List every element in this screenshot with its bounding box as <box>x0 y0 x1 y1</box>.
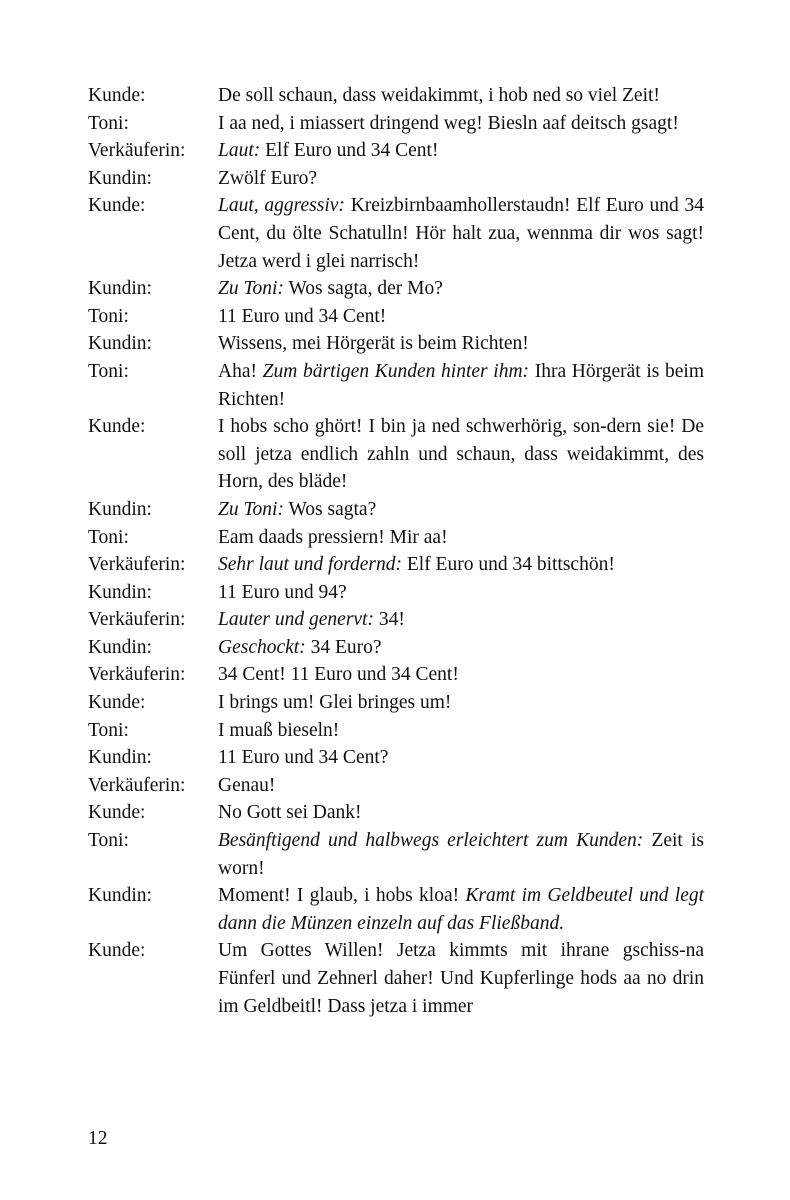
spoken-text: Um Gottes Willen! Jetza kimmts mit ihrane gschiss-na Fünferl und Zehnerl daher! Und Kupferlinge hods aa no drin im Geldbeitl! Dass jetza i immer <box>218 940 704 1017</box>
dialogue-line <box>88 744 704 772</box>
speaker-name: Kundin: <box>88 498 152 520</box>
speaker-name: Toni: <box>88 719 129 741</box>
speaker-name: Toni: <box>88 360 129 382</box>
stage-direction: Besänftigend und halbwegs erleichtert zum Kunden: <box>218 830 644 852</box>
speaker-name: Kunde: <box>88 802 146 824</box>
stage-direction: Geschockt: <box>218 636 306 658</box>
dialogue-line <box>88 551 704 579</box>
spoken-text: Moment! I glaub, i hobs kloa! <box>218 885 460 907</box>
spoken-text: No Gott sei Dank! <box>218 802 362 824</box>
spoken-text: Genau! <box>218 774 276 796</box>
speech-text <box>218 799 704 827</box>
speech-text <box>218 496 704 524</box>
page-number: 12 <box>88 1128 108 1149</box>
spoken-text: Wos sagta? <box>288 498 377 520</box>
speaker-name: Toni: <box>88 526 129 548</box>
dialogue-line <box>88 634 704 662</box>
speaker-name: Kundin: <box>88 333 152 355</box>
speaker-name: Toni: <box>88 830 129 852</box>
speaker-name: Kundin: <box>88 636 152 658</box>
dialogue-line <box>88 330 704 358</box>
speech-text <box>218 772 704 800</box>
stage-direction: Sehr laut und fordernd: <box>218 554 402 576</box>
speaker-name: Kunde: <box>88 85 146 106</box>
spoken-text: I hobs scho ghört! I bin ja ned schwerhörig, son-dern sie! De soll jetza endlich zahln und schaun, dass weidakimmt, des Horn, des bläde! <box>218 416 704 493</box>
dialogue-line <box>88 358 704 413</box>
spoken-text: 34! <box>378 609 405 631</box>
dialogue-line <box>88 413 704 496</box>
dialogue-line <box>88 303 704 331</box>
speech-text <box>218 82 704 110</box>
speech-text <box>218 606 704 634</box>
speech-text <box>218 413 704 496</box>
dialogue-line <box>88 827 704 882</box>
speech-text <box>218 579 704 607</box>
speech-text <box>218 717 704 745</box>
speech-text <box>218 330 704 358</box>
spoken-text: Kreizbirnbaamhollerstaudn! Elf Euro und 34 Cent, du ölte Schatulln! Hör halt zua, wennma dir wos sagt! Jetza werd i glei narrisch! <box>218 195 705 272</box>
dialogue-line <box>88 661 704 689</box>
dialogue-line <box>88 579 704 607</box>
speaker-name: Kundin: <box>88 581 152 603</box>
dialogue-line <box>88 165 704 193</box>
speech-text <box>218 524 704 552</box>
spoken-text: De soll schaun, dass weidakimmt, i hob ned so viel Zeit! <box>218 85 660 106</box>
dialogue-line <box>88 110 704 138</box>
speaker-name: Kunde: <box>88 195 146 217</box>
dialogue-line <box>88 524 704 552</box>
spoken-text: I muaß bieseln! <box>218 719 340 741</box>
speaker-name: Verkäuferin: <box>88 664 186 686</box>
speech-text <box>218 634 704 662</box>
speech-text <box>218 275 704 303</box>
speech-text <box>218 358 704 413</box>
spoken-text: I brings um! Glei bringes um! <box>218 692 452 714</box>
speaker-name: Kunde: <box>88 692 146 714</box>
speech-text <box>218 689 704 717</box>
speech-text <box>218 827 704 882</box>
spoken-text: Elf Euro und 34 Cent! <box>265 140 439 162</box>
speech-text <box>218 661 704 689</box>
spoken-text: 11 Euro und 34 Cent? <box>218 747 389 769</box>
dialogue-line <box>88 799 704 827</box>
spoken-text: Zeit is worn! <box>218 830 704 879</box>
dialogue-line <box>88 606 704 634</box>
speech-text <box>218 303 704 331</box>
speaker-name: Toni: <box>88 112 129 134</box>
dialogue-line <box>88 937 704 1020</box>
dialogue-line <box>88 496 704 524</box>
stage-direction: Lauter und genervt: <box>218 609 374 631</box>
speech-text <box>218 192 704 275</box>
dialogue-line <box>88 192 704 275</box>
speaker-name: Verkäuferin: <box>88 140 186 162</box>
stage-direction: Laut, aggressiv: <box>218 195 345 217</box>
dialogue-block <box>88 82 704 1020</box>
dialogue-line <box>88 82 704 110</box>
speech-text <box>218 882 704 937</box>
speaker-name: Kunde: <box>88 416 146 438</box>
dialogue-line <box>88 772 704 800</box>
spoken-text: Wissens, mei Hörgerät is beim Richten! <box>218 333 529 355</box>
speaker-name: Verkäuferin: <box>88 554 186 576</box>
speaker-name: Kunde: <box>88 940 146 962</box>
stage-direction: Laut: <box>218 140 261 162</box>
spoken-text: 11 Euro und 94? <box>218 581 347 603</box>
dialogue-line <box>88 717 704 745</box>
speaker-name: Verkäuferin: <box>88 609 186 631</box>
speaker-name: Kundin: <box>88 747 152 769</box>
speech-text <box>218 744 704 772</box>
spoken-text: Eam daads pressiern! Mir aa! <box>218 526 448 548</box>
speech-text <box>218 137 704 165</box>
spoken-text: Ihra Hörgerät is beim Richten! <box>218 360 705 410</box>
stage-direction: Zu Toni: <box>218 278 284 300</box>
stage-direction: Zu Toni: <box>218 498 284 520</box>
speech-text <box>218 937 704 1020</box>
speaker-name: Toni: <box>88 305 129 327</box>
stage-direction: Zum bärtigen Kunden hinter ihm: <box>262 360 530 382</box>
spoken-text: Zwölf Euro? <box>218 167 318 189</box>
speaker-name: Verkäuferin: <box>88 774 186 796</box>
spoken-text: I aa ned, i miassert dringend weg! Biesln aaf deitsch gsagt! <box>218 112 679 134</box>
spoken-text: Aha! <box>218 360 257 382</box>
speech-text <box>218 110 704 138</box>
spoken-text: 34 Cent! 11 Euro und 34 Cent! <box>218 664 459 686</box>
speech-text <box>218 551 704 579</box>
spoken-text: 11 Euro und 34 Cent! <box>218 305 387 327</box>
spoken-text: Elf Euro und 34 bittschön! <box>406 554 615 576</box>
speaker-name: Kundin: <box>88 167 152 189</box>
spoken-text: 34 Euro? <box>310 636 382 658</box>
spoken-text: Wos sagta, der Mo? <box>288 278 443 300</box>
speaker-name: Kundin: <box>88 885 152 907</box>
dialogue-line <box>88 882 704 937</box>
speaker-name: Kundin: <box>88 278 152 300</box>
speech-text <box>218 165 704 193</box>
stage-direction: Kramt im Geldbeutel und legt dann die Münzen einzeln auf das Fließband. <box>218 885 705 934</box>
dialogue-line <box>88 275 704 303</box>
dialogue-line <box>88 689 704 717</box>
dialogue-line <box>88 137 704 165</box>
